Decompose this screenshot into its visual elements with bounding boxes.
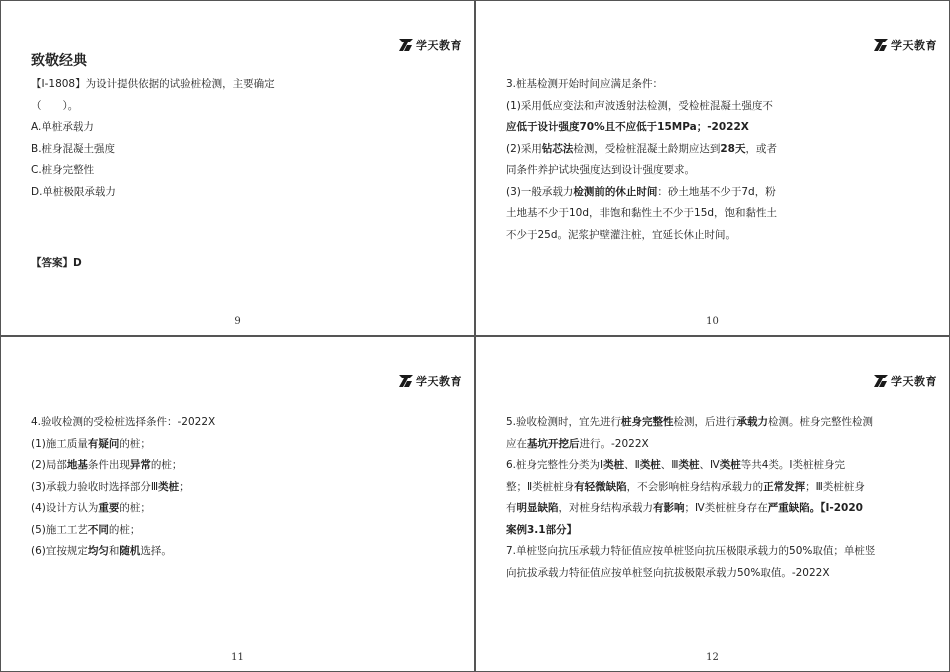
page-9-content (31, 51, 446, 203)
rule-6-line-4: 案例3.1部分】 (506, 523, 578, 536)
rule-7-line-1: 7.单桩竖向抗压承载力特征值应按单桩竖向抗压极限承载力的50%取值；单桩竖 (506, 545, 876, 557)
condition-3-line-1: (3)一般承载力检测前的休止时间：砂土地基不少于7d，粉 (506, 185, 776, 198)
rule-6-line-2: 整；Ⅱ类桩桩身有轻微缺陷，不会影响桩身结构承载力的正常发挥；Ⅲ类桩桩身 (506, 480, 865, 493)
rule-7-line-2: 向抗拔承载力特征值应按单桩竖向抗拔极限承载力50%取值。-2022X (506, 566, 830, 579)
page-12-content (506, 412, 921, 584)
criterion-5: (5)施工工艺不同的桩； (31, 523, 141, 536)
rule-6-line-3: 有明显缺陷，对桩身结构承载力有影响；Ⅳ类桩桩身存在严重缺陷。【Ⅰ-2020 (506, 502, 863, 514)
page-9 (0, 0, 475, 336)
section-title: 致敬经典 (31, 53, 87, 69)
answer-text: 【答案】D (31, 257, 82, 269)
condition-2-line-2: 同条件养护试块强度达到设计强度要求。 (506, 164, 695, 176)
brand-name: 学天教育 (891, 39, 937, 52)
page-11 (0, 336, 475, 672)
brand-name: 学天教育 (891, 375, 937, 388)
condition-3-line-2: 土地基不少于10d，非饱和黏性土不少于15d，饱和黏性土 (506, 207, 778, 219)
option-d: D.单桩极限承载力 (31, 185, 116, 198)
rule-5-line-1: 5.验收检测时，宜先进行桩身完整性检测，后进行承载力检测。桩身完整性检测 (506, 416, 874, 428)
page-10-content (506, 74, 921, 246)
rule-6-line-1: 6.桩身完整性分类为Ⅰ类桩、Ⅱ类桩、Ⅲ类桩、Ⅳ类桩等共4类。Ⅰ类桩桩身完 (506, 459, 846, 471)
brand-logo (874, 374, 937, 388)
page-10 (475, 0, 950, 336)
brand-mark-icon (399, 375, 413, 387)
option-a: A.单桩承载力 (31, 121, 94, 133)
page-number: 12 (706, 652, 719, 663)
condition-3-line-3: 不少于25d。泥浆护壁灌注桩，宜延长休止时间。 (506, 228, 737, 241)
brand-logo (399, 38, 462, 52)
brand-logo (399, 374, 462, 388)
section-heading: 4.验收检测的受检桩选择条件：-2022X (31, 416, 216, 428)
rule-5-line-2: 应在基坑开挖后进行。-2022X (506, 437, 649, 450)
question-text: 【Ⅰ-1808】为设计提供依据的试验桩检测，主要确定 (31, 78, 275, 90)
option-b: B.桩身混凝土强度 (31, 142, 116, 155)
page-11-content (31, 412, 446, 563)
option-c: C.桩身完整性 (31, 164, 95, 176)
criterion-2: (2)局部地基条件出现异常的桩； (31, 459, 183, 471)
brand-name: 学天教育 (416, 39, 462, 52)
brand-mark-icon (399, 39, 413, 51)
criterion-6: (6)宜按规定均匀和随机选择。 (31, 545, 172, 557)
brand-logo (874, 38, 937, 52)
page-12 (475, 336, 950, 672)
brand-mark-icon (874, 39, 888, 51)
condition-1-line-1: (1)采用低应变法和声波透射法检测，受检桩混凝土强度不 (506, 99, 773, 112)
criterion-4: (4)设计方认为重要的桩； (31, 502, 151, 514)
page-number: 9 (234, 316, 241, 327)
question-blank: （ ）。 (31, 99, 79, 112)
page-number: 11 (231, 652, 244, 663)
condition-1-line-2: 应低于设计强度70%且不应低于15MPa；-2022X (506, 121, 749, 133)
brand-name: 学天教育 (416, 375, 462, 388)
brand-mark-icon (874, 375, 888, 387)
criterion-3: (3)承载力验收时选择部分Ⅲ类桩； (31, 480, 190, 493)
condition-2-line-1: (2)采用钻芯法检测，受检桩混凝土龄期应达到28天，或者 (506, 142, 777, 155)
section-heading: 3.桩基检测开始时间应满足条件： (506, 78, 664, 90)
criterion-1: (1)施工质量有疑问的桩； (31, 437, 151, 450)
page-number: 10 (706, 316, 719, 327)
